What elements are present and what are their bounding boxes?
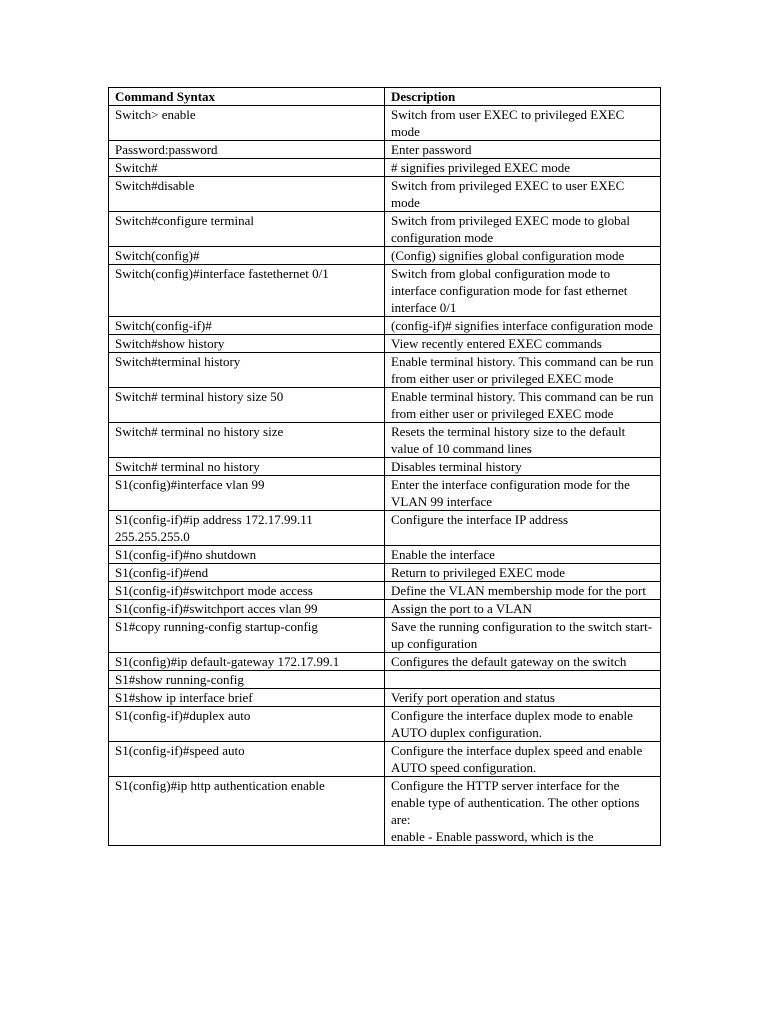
- description-cell: Configure the interface duplex mode to enable AUTO duplex configuration.: [385, 707, 661, 742]
- table-row: [109, 265, 661, 317]
- command-syntax-cell: Switch# terminal no history: [109, 458, 385, 476]
- command-syntax-cell: Switch#: [109, 159, 385, 177]
- command-syntax-cell: S1#show ip interface brief: [109, 689, 385, 707]
- command-syntax-cell: S1(config-if)#speed auto: [109, 742, 385, 777]
- header-description: Description: [385, 88, 661, 106]
- command-syntax-cell: S1#show running-config: [109, 671, 385, 689]
- table-row: [109, 742, 661, 777]
- table-row: [109, 141, 661, 159]
- command-syntax-cell: S1(config-if)#duplex auto: [109, 707, 385, 742]
- header-command-syntax: Command Syntax: [109, 88, 385, 106]
- description-cell: Resets the terminal history size to the default value of 10 command lines: [385, 423, 661, 458]
- table-row: [109, 177, 661, 212]
- table-row: [109, 777, 661, 846]
- command-syntax-cell: Switch#terminal history: [109, 353, 385, 388]
- command-syntax-cell: Switch(config)#interface fastethernet 0/1: [109, 265, 385, 317]
- table-row: [109, 564, 661, 582]
- description-cell: Define the VLAN membership mode for the port: [385, 582, 661, 600]
- description-cell: Save the running configuration to the switch start-up configuration: [385, 618, 661, 653]
- table-row: [109, 546, 661, 564]
- table-row: [109, 247, 661, 265]
- description-cell: Enter password: [385, 141, 661, 159]
- command-syntax-cell: Switch# terminal history size 50: [109, 388, 385, 423]
- table-row: [109, 106, 661, 141]
- command-syntax-cell: S1#copy running-config startup-config: [109, 618, 385, 653]
- command-syntax-cell: S1(config-if)#end: [109, 564, 385, 582]
- description-cell: Enable the interface: [385, 546, 661, 564]
- description-cell: Return to privileged EXEC mode: [385, 564, 661, 582]
- description-cell: Disables terminal history: [385, 458, 661, 476]
- description-cell: Configure the HTTP server interface for the enable type of authentication. The other options are: enable - Enable password, which is the: [385, 777, 661, 846]
- table-header-row: [109, 88, 661, 106]
- description-cell: [385, 671, 661, 689]
- table-row: [109, 511, 661, 546]
- description-cell: Enable terminal history. This command can be run from either user or privileged EXEC mode: [385, 353, 661, 388]
- description-cell: Switch from user EXEC to privileged EXEC mode: [385, 106, 661, 141]
- table-row: [109, 653, 661, 671]
- command-table: [108, 87, 661, 846]
- table-row: [109, 317, 661, 335]
- command-syntax-cell: S1(config-if)#switchport acces vlan 99: [109, 600, 385, 618]
- description-cell: Configure the interface IP address: [385, 511, 661, 546]
- description-cell: (Config) signifies global configuration mode: [385, 247, 661, 265]
- table-row: [109, 582, 661, 600]
- table-row: [109, 600, 661, 618]
- table-row: [109, 388, 661, 423]
- command-syntax-cell: Password:password: [109, 141, 385, 159]
- command-syntax-cell: Switch(config-if)#: [109, 317, 385, 335]
- description-cell: Assign the port to a VLAN: [385, 600, 661, 618]
- description-cell: View recently entered EXEC commands: [385, 335, 661, 353]
- command-syntax-cell: Switch#show history: [109, 335, 385, 353]
- table-row: [109, 212, 661, 247]
- command-syntax-cell: S1(config-if)#no shutdown: [109, 546, 385, 564]
- description-cell: (config-if)# signifies interface configuration mode: [385, 317, 661, 335]
- command-syntax-cell: Switch#configure terminal: [109, 212, 385, 247]
- table-row: [109, 335, 661, 353]
- description-cell: Switch from privileged EXEC to user EXEC mode: [385, 177, 661, 212]
- command-syntax-cell: S1(config)#ip default-gateway 172.17.99.1: [109, 653, 385, 671]
- description-cell: Configures the default gateway on the switch: [385, 653, 661, 671]
- description-cell: Configure the interface duplex speed and enable AUTO speed configuration.: [385, 742, 661, 777]
- table-row: [109, 671, 661, 689]
- description-cell: Verify port operation and status: [385, 689, 661, 707]
- table-row: [109, 689, 661, 707]
- description-cell: Enable terminal history. This command can be run from either user or privileged EXEC mode: [385, 388, 661, 423]
- command-syntax-cell: Switch> enable: [109, 106, 385, 141]
- description-cell: Switch from global configuration mode to interface configuration mode for fast ethernet interface 0/1: [385, 265, 661, 317]
- description-cell: # signifies privileged EXEC mode: [385, 159, 661, 177]
- command-syntax-cell: Switch# terminal no history size: [109, 423, 385, 458]
- table-row: [109, 353, 661, 388]
- table-row: [109, 707, 661, 742]
- table-body: [109, 106, 661, 846]
- command-syntax-cell: Switch#disable: [109, 177, 385, 212]
- command-syntax-cell: Switch(config)#: [109, 247, 385, 265]
- description-cell: Enter the interface configuration mode for the VLAN 99 interface: [385, 476, 661, 511]
- command-syntax-cell: S1(config)#ip http authentication enable: [109, 777, 385, 846]
- table-row: [109, 458, 661, 476]
- table-row: [109, 476, 661, 511]
- command-syntax-cell: S1(config-if)#ip address 172.17.99.11 255.255.255.0: [109, 511, 385, 546]
- table-row: [109, 423, 661, 458]
- description-cell: Switch from privileged EXEC mode to global configuration mode: [385, 212, 661, 247]
- table-row: [109, 618, 661, 653]
- command-syntax-cell: S1(config-if)#switchport mode access: [109, 582, 385, 600]
- command-syntax-cell: S1(config)#interface vlan 99: [109, 476, 385, 511]
- table-row: [109, 159, 661, 177]
